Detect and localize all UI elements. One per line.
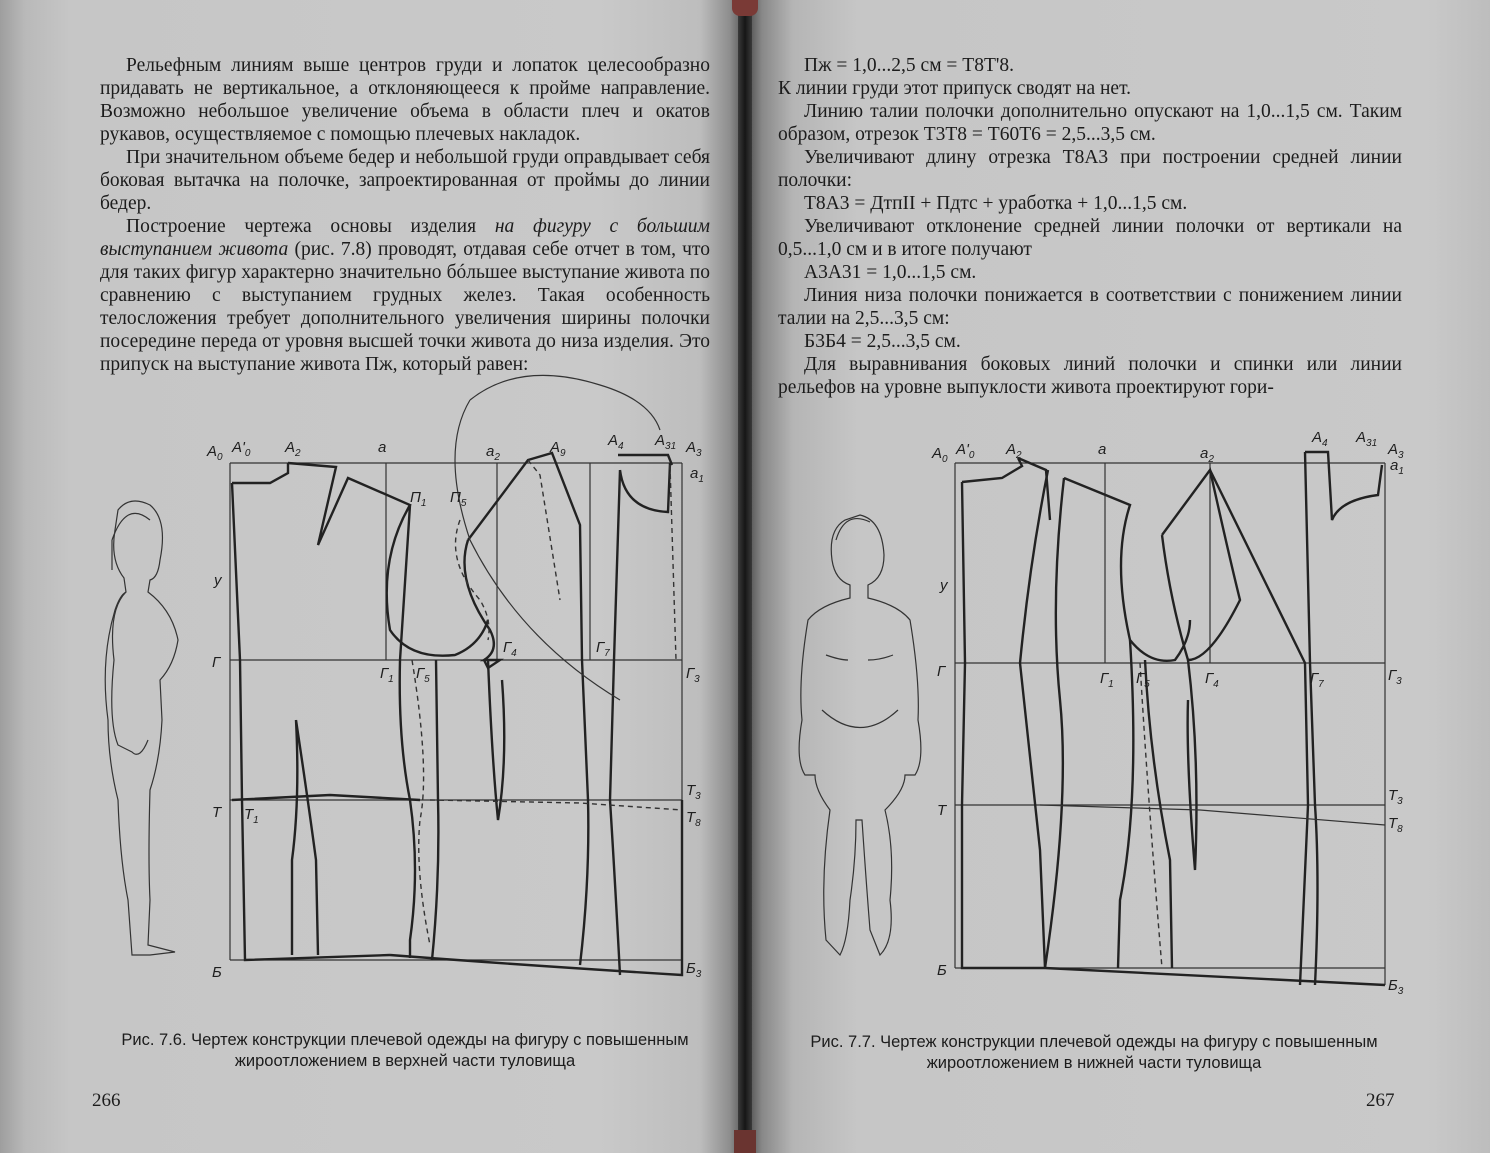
formula-line: А3А31 = 1,0...1,5 см. xyxy=(804,262,977,283)
paragraph: Для выравнивания боковых линий полочки и спинки или линии рельефов на уровне выпуклости живота проектируют гори- xyxy=(778,354,1402,398)
page-number: 267 xyxy=(1366,1090,1395,1111)
spine-bookmark xyxy=(734,1130,756,1153)
svg-text:а: а xyxy=(378,439,387,456)
back-panel-outline xyxy=(232,463,488,960)
svg-text:Г: Г xyxy=(937,663,946,680)
svg-text:Т3: $Т_3$ xyxy=(686,782,701,802)
paragraph: Рельефным линиям выше центров груди и лопаток целесообразно придавать не вертикальное, а отклоняющееся к пройме направление. Возможно небольшое увеличение объема в области плеч и окатов рукавов, осуществляемое с помощью плечевых накладок. xyxy=(100,55,710,145)
svg-text:Т3: $Т_3$ xyxy=(1388,787,1403,807)
svg-text:у: у xyxy=(940,577,948,594)
svg-text:Т8: $Т_8$ xyxy=(686,809,701,829)
svg-text:Г7: $Г_7$ xyxy=(596,639,610,659)
svg-text:Б3: $Б_3$ xyxy=(1388,977,1404,997)
figure-caption: Рис. 7.6. Чертеж конструкции плечевой одежды на фигуру с повышенным жироотложением в верхней части туловища xyxy=(121,1031,689,1070)
figure-labels xyxy=(931,429,1404,997)
svg-text:А4: $А_4$ xyxy=(1312,429,1328,449)
paragraph: Увеличивают отклонение средней линии полочки от вертикали на 0,5...1,0 см и в итоге получают xyxy=(778,216,1402,260)
svg-text:Г1: $Г_1$ xyxy=(1100,670,1114,690)
woman-side-figure xyxy=(105,501,178,955)
book-spine xyxy=(738,0,752,1153)
svg-text:Т8: $Т_8$ xyxy=(1388,815,1403,835)
paragraph: При значительном объеме бедер и небольшой груди оправдывает себя боковая вытачка на полочке, запроектированная от проймы до линии бедер. xyxy=(100,147,710,214)
paragraph: К линии груди этот припуск сводят на нет. xyxy=(778,78,1131,99)
svg-text:Б: Б xyxy=(937,962,947,979)
formula-line: Б3Б4 = 2,5...3,5 см. xyxy=(804,331,961,352)
svg-text:а2: $а_2$ xyxy=(486,443,500,463)
svg-text:Б3: $Б_3$ xyxy=(686,960,702,980)
label-sub: 0 xyxy=(217,452,223,463)
svg-text:Г5: $Г_5$ xyxy=(416,665,430,685)
svg-text:А3: $А_3$ xyxy=(1388,441,1404,461)
svg-text:а1: $а_1$ xyxy=(1390,457,1404,477)
svg-text:А2: $А_2$ xyxy=(285,439,301,459)
figure-7-6 xyxy=(0,0,742,1153)
svg-text:А0: $А_0$ xyxy=(932,445,948,465)
svg-text:Г3: $Г_3$ xyxy=(686,665,700,685)
figure-caption: Рис. 7.7. Чертеж конструкции плечевой одежды на фигуру с повышенным жироотложением в нижней части туловища xyxy=(810,1033,1378,1072)
svg-text:Г: Г xyxy=(212,654,221,671)
svg-text:Г4: $Г_4$ xyxy=(1205,670,1219,690)
front-panel-outline xyxy=(1040,452,1385,985)
svg-text:Т: Т xyxy=(937,802,947,819)
svg-text:А'0: $А'_0$ xyxy=(232,439,251,459)
svg-text:А0: $А_0$ xyxy=(207,443,223,463)
italic-term: на фигуру с большим выступанием живота xyxy=(100,216,711,260)
spine-bookmark xyxy=(732,0,758,16)
construction-arc xyxy=(470,375,660,430)
svg-text:А31: $А_{31}$ xyxy=(655,432,677,452)
svg-text:А'0: $А'_0$ xyxy=(956,441,975,461)
svg-text:Г5: $Г_5$ xyxy=(1136,670,1150,690)
paragraph: Линию талии полочки дополнительно опускают на 1,0...1,5 см. Таким образом, отрезок Т3Т8 = Т60Т6 = 2,5...3,5 см. xyxy=(778,101,1402,145)
svg-text:Г7: $Г_7$ xyxy=(1310,670,1324,690)
svg-text:А31: $А_{31}$ xyxy=(1356,429,1378,449)
svg-text:Б: Б xyxy=(212,964,222,981)
svg-text:а: а xyxy=(1098,441,1107,458)
svg-text:П1: $П_1$ xyxy=(410,489,427,509)
svg-text:А4: $А_4$ xyxy=(608,432,624,452)
paragraph: Увеличивают длину отрезка Т8А3 при построении средней линии полочки: xyxy=(778,147,1402,191)
svg-text:А2: $А_2$ xyxy=(1006,441,1022,461)
svg-text:Т: Т xyxy=(212,804,222,821)
page-number: 266 xyxy=(92,1090,121,1111)
front-panel-outline xyxy=(390,453,682,975)
paragraph-text: (рис. 7.8) проводят, отдавая себе отчет в том, что для таких фигур характерно значительно бóльшее выступание живота по сравнению с выступанием грудных желез. Такая особенность телосложения требует дополнительного увеличения ширины полочки посередине переда от уровня высшей точки живота до низа изделия. Это припуск на выступание живота Пж, который равен: xyxy=(100,239,710,375)
figure-labels xyxy=(206,432,704,981)
woman-front-figure xyxy=(799,515,921,955)
formula-line: Т8А3 = ДтпII + Пдтс + уработка + 1,0...1,5 см. xyxy=(804,193,1188,214)
paragraph: Линия низа полочки понижается в соответствии с понижением линии талии на 2,5...3,5 см: xyxy=(778,285,1402,329)
svg-text:Г1: $Г_1$ xyxy=(380,665,394,685)
svg-text:Т1: $Т_1$ xyxy=(244,806,259,826)
svg-text:А3: $А_3$ xyxy=(686,439,702,459)
svg-text:а2: $а_2$ xyxy=(1200,445,1214,465)
svg-text:Г4: $Г_4$ xyxy=(503,639,517,659)
left-page xyxy=(0,0,742,1153)
formula-line: Пж = 1,0...2,5 см = Т8Т'8. xyxy=(804,55,1015,76)
back-panel-outline xyxy=(962,458,1190,968)
right-page xyxy=(748,0,1490,1153)
svg-text:у: у xyxy=(214,572,222,589)
figure-7-7 xyxy=(748,0,1490,1153)
paragraph-text: Построение чертежа основы изделия xyxy=(126,216,495,237)
svg-text:Г3: $Г_3$ xyxy=(1388,667,1402,687)
svg-text:а1: $а_1$ xyxy=(690,465,704,485)
svg-text:П5: $П_5$ xyxy=(450,489,467,509)
svg-text:А9: $А_9$ xyxy=(550,439,566,459)
